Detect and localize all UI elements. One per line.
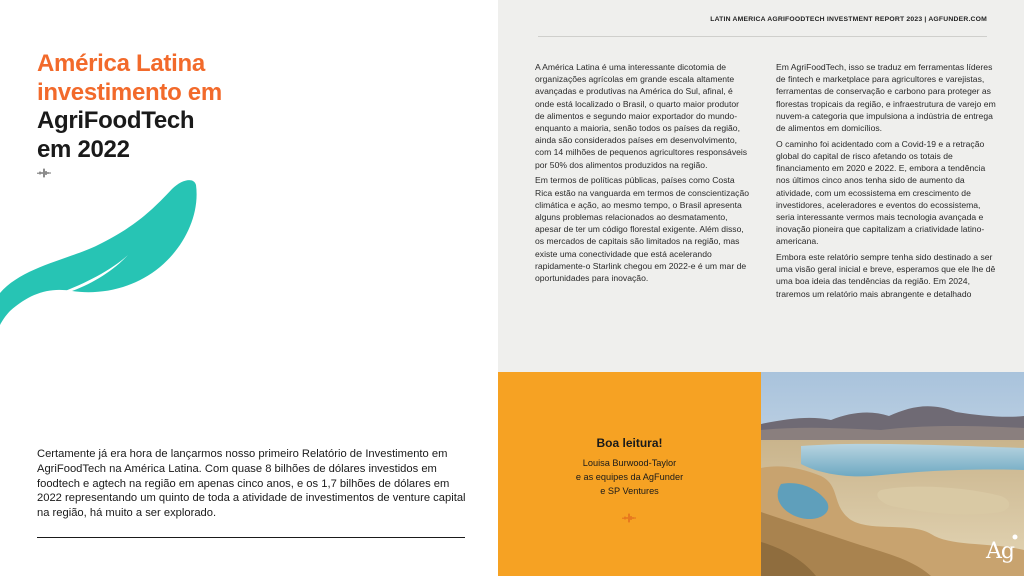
page-header bbox=[498, 0, 1024, 38]
agfunder-logo: Ag bbox=[986, 539, 1014, 564]
signoff-names bbox=[498, 456, 761, 499]
signoff-box bbox=[498, 372, 761, 576]
text-column-2 bbox=[776, 61, 996, 303]
intro-divider bbox=[37, 537, 465, 538]
column2-paragraph-2: O caminho foi acidentado com a Covid-19 e a retração global do capital de risco afetando os totais de financiamento em 2020 e 2022. E, embora a tendência nos últimos cinco anos tenha sido de aumento da atividade, com um ecossistema em crescimento de investidores, aceleradores e eventos do ecossistema, seria interessante vermos mais tecnologia avançada e inovação pioneira que capitalizam a criatividade latino-americana. bbox=[776, 138, 986, 247]
signoff-line-2: e as equipes da AgFunder bbox=[575, 472, 684, 483]
signoff-line-3: e SP Ventures bbox=[600, 486, 659, 497]
intro-paragraph: Certamente já era hora de lançarmos nosso primeiro Relatório de Investimento em AgriFoodTech na América Latina. Com quase 8 bilhões de dólares investidos em foodtech e agtech na região em apenas cinco anos, e os 1,7 bilhões de dólares em 2022 representando um quinto de toda a atividade de investimentos de venture capital na região, há muito a ser explorado. bbox=[37, 448, 466, 520]
leaf-icon bbox=[0, 175, 200, 330]
column2-paragraph-1: Em AgriFoodTech, isso se traduz em ferramentas líderes de fintech e marketplace para agricultores e varejistas, ferramentas de conservação e carbono para proteger as florestas tropicais da região, e infraestrutura de varejo em nuvem-a categoria que impulsiona a indústria de entrega de alimentos em domicílios. bbox=[776, 62, 996, 134]
column2-paragraph-3: Embora este relatório sempre tenha sido destinado a ser uma visão geral inicial e breve, esperamos que ele lhe dê uma boa ideia das tendências da região. Em 2024, traremos um relatório mais abrangente e detalhado bbox=[776, 252, 996, 299]
page-title bbox=[37, 50, 337, 164]
signoff-title: Boa leitura! bbox=[596, 436, 663, 450]
sound-wave-icon bbox=[622, 513, 636, 523]
title-line-1: América Latina bbox=[37, 50, 205, 77]
header-divider bbox=[538, 36, 987, 37]
text-column-1 bbox=[535, 61, 750, 288]
salt-flat-landscape-image bbox=[761, 372, 1024, 576]
title-line-2: investimento em bbox=[37, 78, 222, 106]
title-line-4: em 2022 bbox=[37, 135, 130, 163]
signoff-line-1: Louisa Burwood-Taylor bbox=[582, 458, 677, 468]
landscape-photo bbox=[761, 372, 1024, 576]
column1-paragraph-2: Em termos de políticas públicas, países como Costa Rica estão na vanguarda em termos de conscientização climática e ação, ao mesmo tempo, o Brasil apresenta alguns problemas relacionados ao desmatamento, apesar de ter um código florestal exigente. Além disso, os mercados de capitais são limitados na região, mas existe uma conectividade que está acelerando rapidamente-o Starlink chegou em 2022-e é um mar de oportunidades para inovação. bbox=[535, 175, 750, 283]
column1-paragraph-1: A América Latina é uma interessante dicotomia de organizações agrícolas em grande escala altamente avançadas e produtivas na América do Sul, afinal, é onde está localizado o Brasil, o quarto maior produtor de alimentos e segundo maior exportador do mundo-enquanto a maioria, senão todos os países da região, ainda são considerados países em desenvolvimento, com 14 milhões de pequenos agricultores responsáveis por 50% dos alimentos produzidos na região. bbox=[535, 62, 748, 170]
header-text: LATIN AMERICA AGRIFOODTECH INVESTMENT REPORT 2023 | AGFUNDER.COM bbox=[710, 16, 987, 23]
title-line-3: AgriFoodTech bbox=[37, 107, 195, 134]
